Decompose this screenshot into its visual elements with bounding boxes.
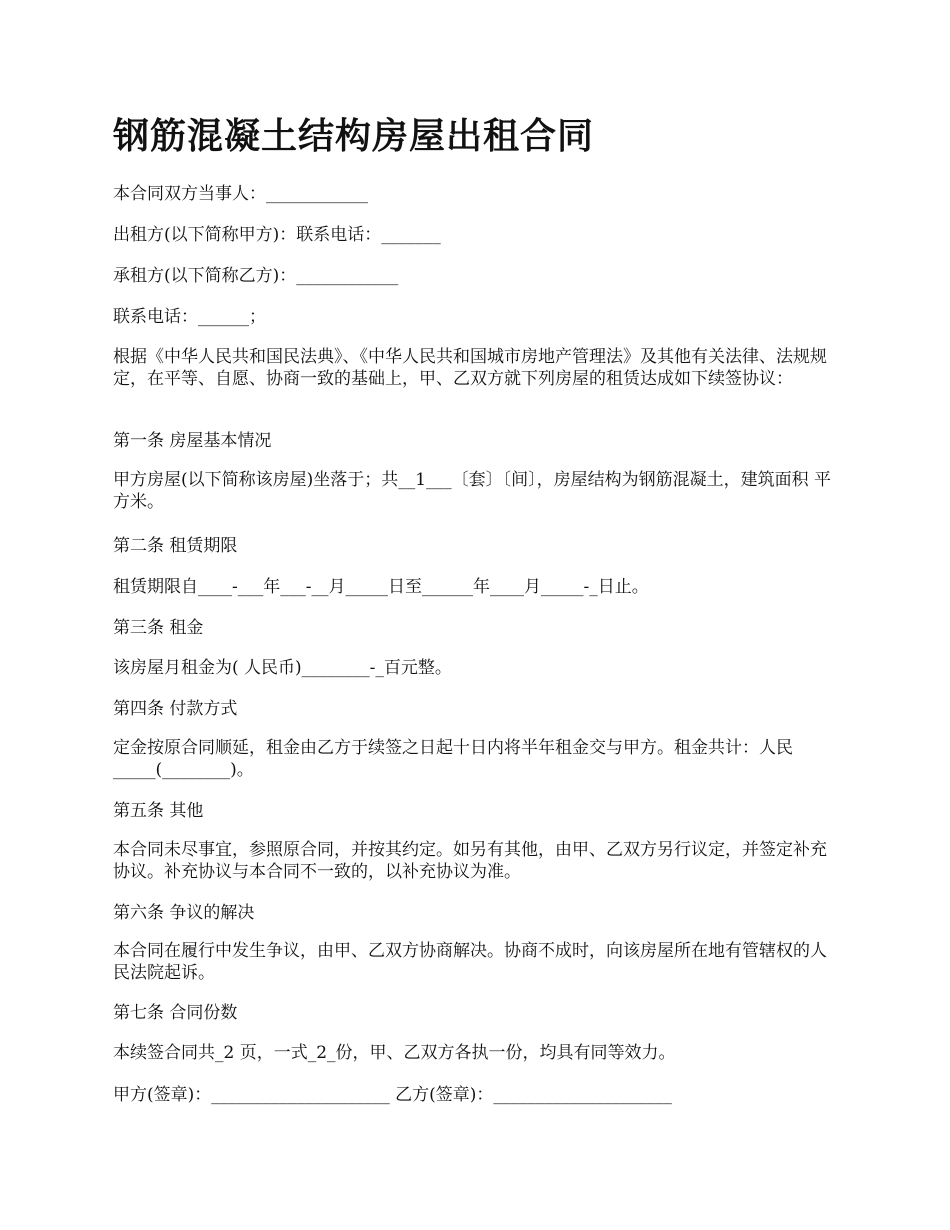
document-title: 钢筋混凝土结构房屋出租合同 bbox=[113, 115, 595, 157]
article-7-body: 本续签合同共_2 页，一式_2_份，甲、乙双方各执一份，均具有同等效力。 bbox=[113, 1043, 676, 1063]
lessor-line: 出租方(以下简称甲方)：联系电话：_______ bbox=[113, 225, 441, 245]
article-1-heading: 第一条 房屋基本情况 bbox=[113, 431, 272, 451]
article-6-body: 本合同在履行中发生争议，由甲、乙双方协商解决。协商不成时，向该房屋所在地有管辖权的人民法院起诉。 bbox=[113, 941, 827, 983]
article-4-body: 定金按原合同顺延，租金由乙方于续签之日起十日内将半年租金交与甲方。租金共计：人民_____(________)。 bbox=[113, 738, 793, 780]
article-2-body: 租赁期限自____-___年___-__月_____日至______年____月_____-_日止。 bbox=[113, 577, 649, 597]
article-5-heading: 第五条 其他 bbox=[113, 801, 204, 821]
article-2-heading: 第二条 租赁期限 bbox=[113, 536, 238, 556]
article-4-heading: 第四条 付款方式 bbox=[113, 699, 238, 719]
parties-intro: 本合同双方当事人：____________ bbox=[113, 184, 368, 204]
article-6-heading: 第六条 争议的解决 bbox=[113, 903, 255, 923]
lessee-line: 承租方(以下简称乙方)：____________ bbox=[113, 266, 399, 286]
signature-line: 甲方(签章)：_____________________ 乙方(签章)：_____________________ bbox=[113, 1085, 672, 1105]
article-3-heading: 第三条 租金 bbox=[113, 618, 204, 638]
phone-line: 联系电话：______； bbox=[113, 307, 266, 327]
article-7-heading: 第七条 合同份数 bbox=[113, 1003, 238, 1023]
article-3-body: 该房屋月租金为( 人民币)________-_百元整。 bbox=[113, 658, 452, 678]
article-1-body: 甲方房屋(以下简称该房屋)坐落于；共__1___〔套〕〔间〕，房屋结构为钢筋混凝土，建筑面积 平方米。 bbox=[113, 470, 831, 512]
article-5-body: 本合同未尽事宜，参照原合同，并按其约定。如另有其他，由甲、乙双方另行议定，并签定补充协议。补充协议与本合同不一致的，以补充协议为准。 bbox=[113, 840, 827, 882]
preamble-paragraph: 根据《中华人民共和国民法典》、《中华人民共和国城市房地产管理法》及其他有关法律、法规规定，在平等、自愿、协商一致的基础上，甲、乙双方就下列房屋的租赁达成如下续签协议： bbox=[113, 347, 827, 389]
